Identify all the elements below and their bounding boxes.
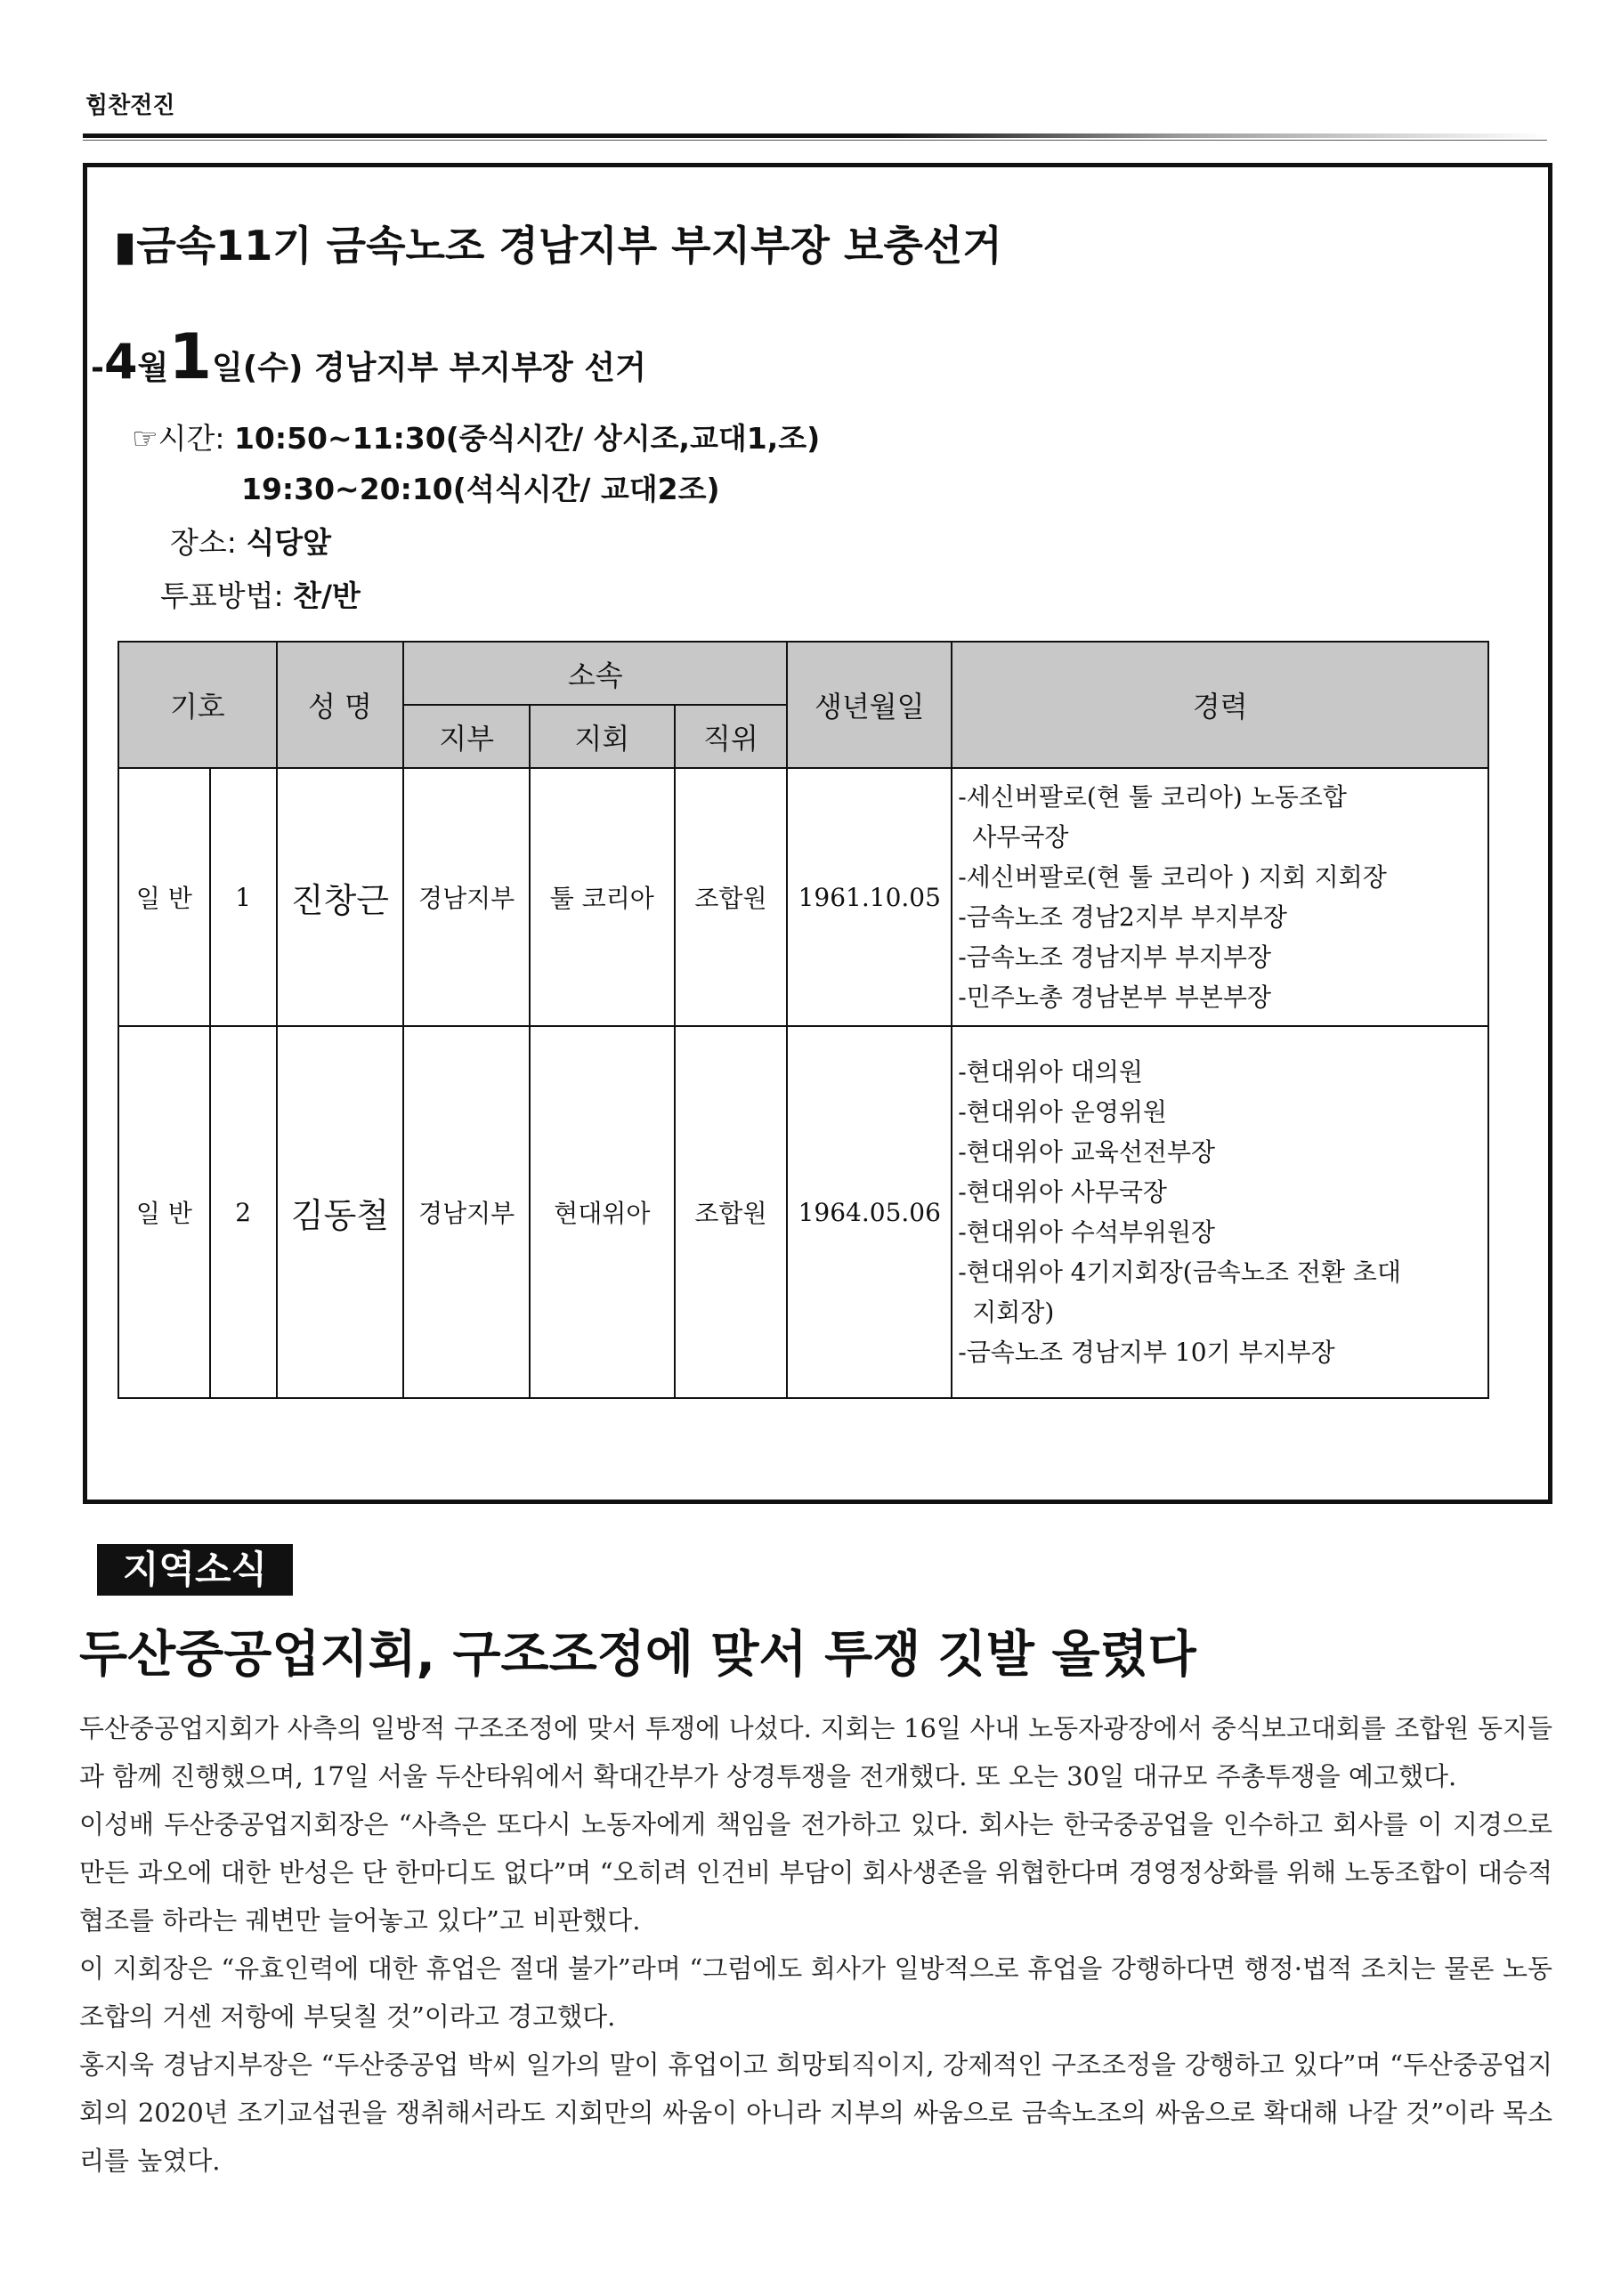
date-month-num: 4 <box>103 334 138 390</box>
header-name: 성 명 <box>277 642 404 768</box>
header-local: 지회 <box>530 705 675 768</box>
article-paragraph: 이성배 두산중공업지회장은 “사측은 또다시 노동자에게 책임을 전가하고 있다. 회사는 한국중공업을 인수하고 회사를 이 지경으로 만든 과오에 대한 반성은 단 한마디도 없다”며 “오히려 인건비 부담이 회사생존을 위협한다며 경영정상화를 위해 노동조합이 대승적 협조를 하라는 궤변만 늘어놓고 있다”고 비판했다. <box>79 1809 1552 1936</box>
candidate-table <box>118 641 1489 1399</box>
method-label: 투표방법: <box>160 578 294 613</box>
section-tag: 지역소식 <box>97 1544 293 1596</box>
header-label: 힘찬전진 <box>85 93 175 119</box>
header-rule-thin <box>83 140 1547 141</box>
place-line <box>170 520 331 562</box>
place-value: 식당앞 <box>246 525 332 560</box>
header-birth: 생년월일 <box>787 642 952 768</box>
header-affiliation: 소속 <box>403 642 787 705</box>
article-paragraph: 홍지욱 경남지부장은 “두산중공업 박씨 일가의 말이 휴업이고 희망퇴직이지, 강제적인 구조조정을 강행하고 있다”며 “두산중공업지회의 2020년 조기교섭권을 쟁취해서라도 지회만의 싸움이 아니라 지부의 싸움으로 금속노조의 싸움으로 확대해 나갈 것”이라 목소리를 높였다. <box>79 2049 1552 2176</box>
candidate-career <box>952 768 1488 1026</box>
candidate-local: 현대위아 <box>530 1026 675 1398</box>
career-line: -현대위아 교육선전부장 <box>958 1137 1216 1167</box>
time-label: 시간: <box>158 421 234 456</box>
candidate-branch: 경남지부 <box>403 1026 530 1398</box>
candidate-name: 김동철 <box>277 1026 404 1398</box>
notice-title <box>114 214 1002 272</box>
candidate-number: 1 <box>210 768 277 1026</box>
candidate-local: 툴 코리아 <box>530 768 675 1026</box>
place-label: 장소: <box>170 525 247 560</box>
title-marker: ▮ <box>114 222 137 270</box>
career-line: -금속노조 경남2지부 부지부장 <box>958 902 1287 932</box>
candidate-branch: 경남지부 <box>403 768 530 1026</box>
date-day-num: 1 <box>168 320 213 393</box>
header-row-1 <box>118 642 1488 705</box>
time-line-1 <box>132 416 820 457</box>
career-line: -현대위아 4기지회장(금속노조 전환 초대 <box>958 1257 1401 1287</box>
pointing-hand-icon: ☞ <box>132 421 158 456</box>
header-symbol: 기호 <box>118 642 277 768</box>
article-paragraph: 이 지회장은 “유효인력에 대한 휴업은 절대 불가”라며 “그럼에도 회사가 일방적으로 휴업을 강행하다면 행정·법적 조치는 물론 노동조합의 거센 저항에 부딪칠 것”이라고 경고했다. <box>79 1953 1552 2032</box>
header-rule <box>83 132 1547 141</box>
career-line: -현대위아 대의원 <box>958 1057 1143 1087</box>
header-career: 경력 <box>952 642 1488 768</box>
candidate-number: 2 <box>210 1026 277 1398</box>
candidate-type: 일 반 <box>118 768 210 1026</box>
election-date <box>91 320 646 393</box>
candidate-birth: 1964.05.06 <box>787 1026 952 1398</box>
time-value-1: 10:50~11:30(중식시간/ 상시조,교대1,조) <box>233 421 821 456</box>
career-line: -세신버팔로(현 툴 코리아) 노동조합 <box>958 782 1347 812</box>
date-rest: 일(수) 경남지부 부지부장 선거 <box>212 350 646 386</box>
career-line: 사무국장 <box>972 822 1069 852</box>
title-text: 금속11기 금속노조 경남지부 부지부장 보충선거 <box>136 222 1002 270</box>
table-row <box>118 1026 1488 1398</box>
method-line <box>160 573 361 615</box>
candidate-type: 일 반 <box>118 1026 210 1398</box>
article-body <box>79 1704 1552 2185</box>
career-line: 지회장) <box>972 1298 1055 1327</box>
candidate-position: 조합원 <box>675 1026 788 1398</box>
date-month-unit: 월 <box>137 350 169 386</box>
candidate-name: 진창근 <box>277 768 404 1026</box>
career-line: -세신버팔로(현 툴 코리아 ) 지회 지회장 <box>958 862 1387 892</box>
candidate-position: 조합원 <box>675 768 788 1026</box>
header-branch: 지부 <box>403 705 530 768</box>
career-line: -금속노조 경남지부 부지부장 <box>958 942 1272 972</box>
date-dash: - <box>91 350 104 386</box>
article-headline: 두산중공업지회, 구조조정에 맞서 투쟁 깃발 올렸다 <box>79 1626 1196 1684</box>
career-line: -현대위아 운영위원 <box>958 1097 1167 1127</box>
header-position: 직위 <box>675 705 788 768</box>
career-line: -현대위아 사무국장 <box>958 1177 1167 1207</box>
time-value-2: 19:30~20:10(석식시간/ 교대2조) <box>241 472 720 506</box>
candidate-career <box>952 1026 1488 1398</box>
career-line: -민주노총 경남본부 부본부장 <box>958 982 1272 1012</box>
candidate-birth: 1961.10.05 <box>787 768 952 1026</box>
article-paragraph: 두산중공업지회가 사측의 일방적 구조조정에 맞서 투쟁에 나섰다. 지회는 16일 사내 노동자광장에서 중식보고대회를 조합원 동지들과 함께 진행했으며, 17일 서울 두산타워에서 확대간부가 상경투쟁을 전개했다. 또 오는 30일 대규모 주총투쟁을 예고했다. <box>79 1713 1552 1791</box>
header-rule-thick <box>83 133 1547 138</box>
method-value: 찬/반 <box>293 578 361 613</box>
career-line: -현대위아 수석부위원장 <box>958 1217 1216 1247</box>
time-line-2 <box>241 466 720 508</box>
career-line: -금속노조 경남지부 10기 부지부장 <box>958 1338 1335 1367</box>
table-row <box>118 768 1488 1026</box>
